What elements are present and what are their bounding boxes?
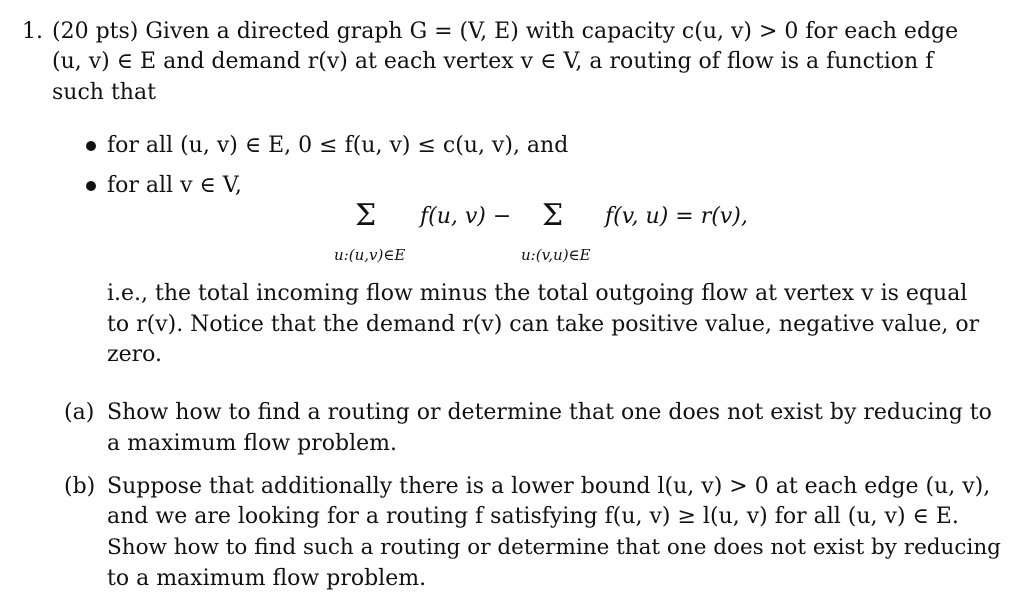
part-a-line-1: Show how to find a routing or determine that one does not exist by reducing to: [107, 400, 992, 425]
sum-symbol-1: Σ: [355, 198, 377, 233]
problem-number: 1.: [22, 19, 43, 44]
bullet-icon: [86, 141, 96, 151]
explanation-line-3: zero.: [107, 342, 162, 367]
equation-term-1: f(u, v) −: [420, 204, 512, 229]
explanation-line-2: to r(v). Notice that the demand r(v) can take positive value, negative value, or: [107, 312, 980, 337]
sum-subscript-2: u:(v,u)∈E: [521, 246, 591, 264]
problem-statement-line-2: (u, v) ∈ E and demand r(v) at each vertex v ∈ V, a routing of flow is a function f: [52, 49, 934, 74]
part-a-label: (a): [64, 400, 95, 425]
condition-item-1: for all (u, v) ∈ E, 0 ≤ f(u, v) ≤ c(u, v), and: [107, 133, 569, 158]
sum-subscript-1: u:(u,v)∈E: [334, 246, 406, 264]
part-b-line-4: to a maximum flow problem.: [107, 566, 427, 591]
condition-item-2: for all v ∈ V,: [107, 173, 242, 198]
part-b-line-3: Show how to find such a routing or determine that one does not exist by reducing: [107, 535, 1001, 560]
part-b-line-2: and we are looking for a routing f satisfying f(u, v) ≥ l(u, v) for all (u, v) ∈ E.: [107, 504, 959, 529]
problem-statement-line-3: such that: [52, 80, 156, 105]
equation-term-2: f(v, u) = r(v),: [605, 204, 748, 229]
explanation-line-1: i.e., the total incoming flow minus the total outgoing flow at vertex v is equal: [107, 281, 968, 306]
sum-symbol-2: Σ: [542, 198, 564, 233]
part-b-line-1: Suppose that additionally there is a lower bound l(u, v) > 0 at each edge (u, v),: [107, 474, 991, 499]
problem-statement-line-1: (20 pts) Given a directed graph G = (V, E) with capacity c(u, v) > 0 for each edge: [52, 19, 959, 44]
part-b-label: (b): [64, 474, 96, 499]
bullet-icon: [86, 181, 96, 191]
part-a-line-2: a maximum flow problem.: [107, 431, 397, 456]
